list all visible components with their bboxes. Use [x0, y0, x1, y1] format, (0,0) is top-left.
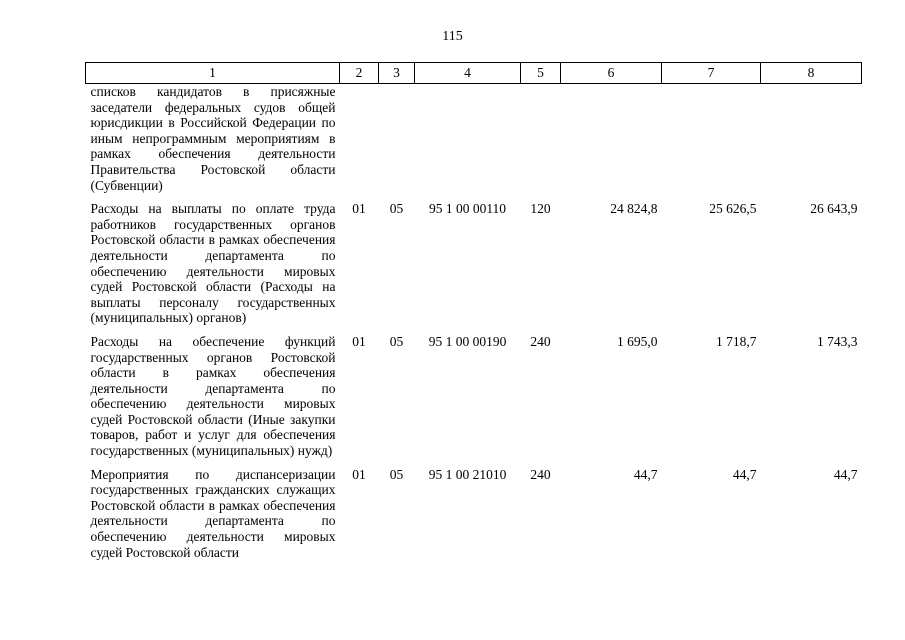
row-year3-value: 44,7: [833, 466, 858, 482]
table-row: [86, 467, 862, 569]
row-year2-value: 44,7: [732, 466, 757, 482]
row-description: Расходы на обеспечение функций государственных органов Ростовской области в рамках обеспечения деятельности департамента по обеспечению деятельности мировых судей Ростовской области (Иные закупки товаров, работ и услуг для обеспечения государственных (муниципальных) нужд): [90, 333, 336, 459]
row-target-article: [415, 84, 521, 202]
column-header-6: 6: [561, 63, 662, 84]
row-expense-type: 240: [530, 466, 551, 482]
row-year1-value: 24 824,8: [610, 201, 658, 217]
page-number: 115: [442, 29, 463, 44]
column-header-7: 7: [662, 63, 761, 84]
row-subsection: 05: [389, 333, 404, 349]
row-target-article: 95 1 00 00110: [428, 201, 507, 217]
column-header-3: 3: [379, 63, 415, 84]
row-year3-value: [761, 84, 862, 202]
row-year2-value: [662, 84, 761, 202]
row-target-article: 95 1 00 00190: [428, 333, 507, 349]
table-row: [86, 334, 862, 467]
column-header-4: 4: [415, 63, 521, 84]
row-expense-type: [521, 84, 561, 202]
row-section: 01: [352, 201, 366, 217]
row-year1-value: 44,7: [633, 466, 658, 482]
row-description: списков кандидатов в присяжные заседатели федеральных судов общей юрисдикции в Российской Федерации по иным непрограммным мероприятиям в рамках обеспечения деятельности Правительства Ростовской области (Субвенции): [90, 84, 336, 193]
budget-table: [85, 62, 862, 568]
row-description: Расходы на выплаты по оплате труда работников государственных органов Ростовской области в рамках обеспечения деятельности департамента по обеспечению деятельности мировых судей Ростовской области (Расходы на выплаты персоналу государственных (муниципальных) органов): [90, 201, 336, 326]
row-subsection: 05: [389, 201, 404, 217]
row-expense-type: 240: [530, 333, 551, 349]
table-row: [86, 84, 862, 202]
table-header-row: [86, 63, 862, 84]
row-subsection: [379, 84, 415, 202]
column-header-5: 5: [521, 63, 561, 84]
row-year3-value: 1 743,3: [817, 333, 858, 349]
row-expense-type: 120: [530, 201, 551, 217]
row-target-article: 95 1 00 21010: [428, 466, 507, 482]
row-year1-value: 1 695,0: [617, 333, 658, 349]
row-section: 01: [352, 333, 366, 349]
column-header-8: 8: [761, 63, 862, 84]
column-header-1: 1: [86, 63, 340, 84]
row-subsection: 05: [389, 466, 404, 482]
table-row: [86, 201, 862, 334]
row-description: Мероприятия по диспансеризации государственных гражданских служащих Ростовской области в рамках обеспечения деятельности департамента по обеспечению деятельности мировых судей Ростовской области: [90, 466, 336, 560]
row-year3-value: 26 643,9: [810, 201, 858, 217]
row-section: [340, 84, 379, 202]
row-section: 01: [352, 466, 366, 482]
row-year2-value: 1 718,7: [716, 333, 757, 349]
row-year1-value: [561, 84, 662, 202]
column-header-2: 2: [340, 63, 379, 84]
row-year2-value: 25 626,5: [709, 201, 757, 217]
